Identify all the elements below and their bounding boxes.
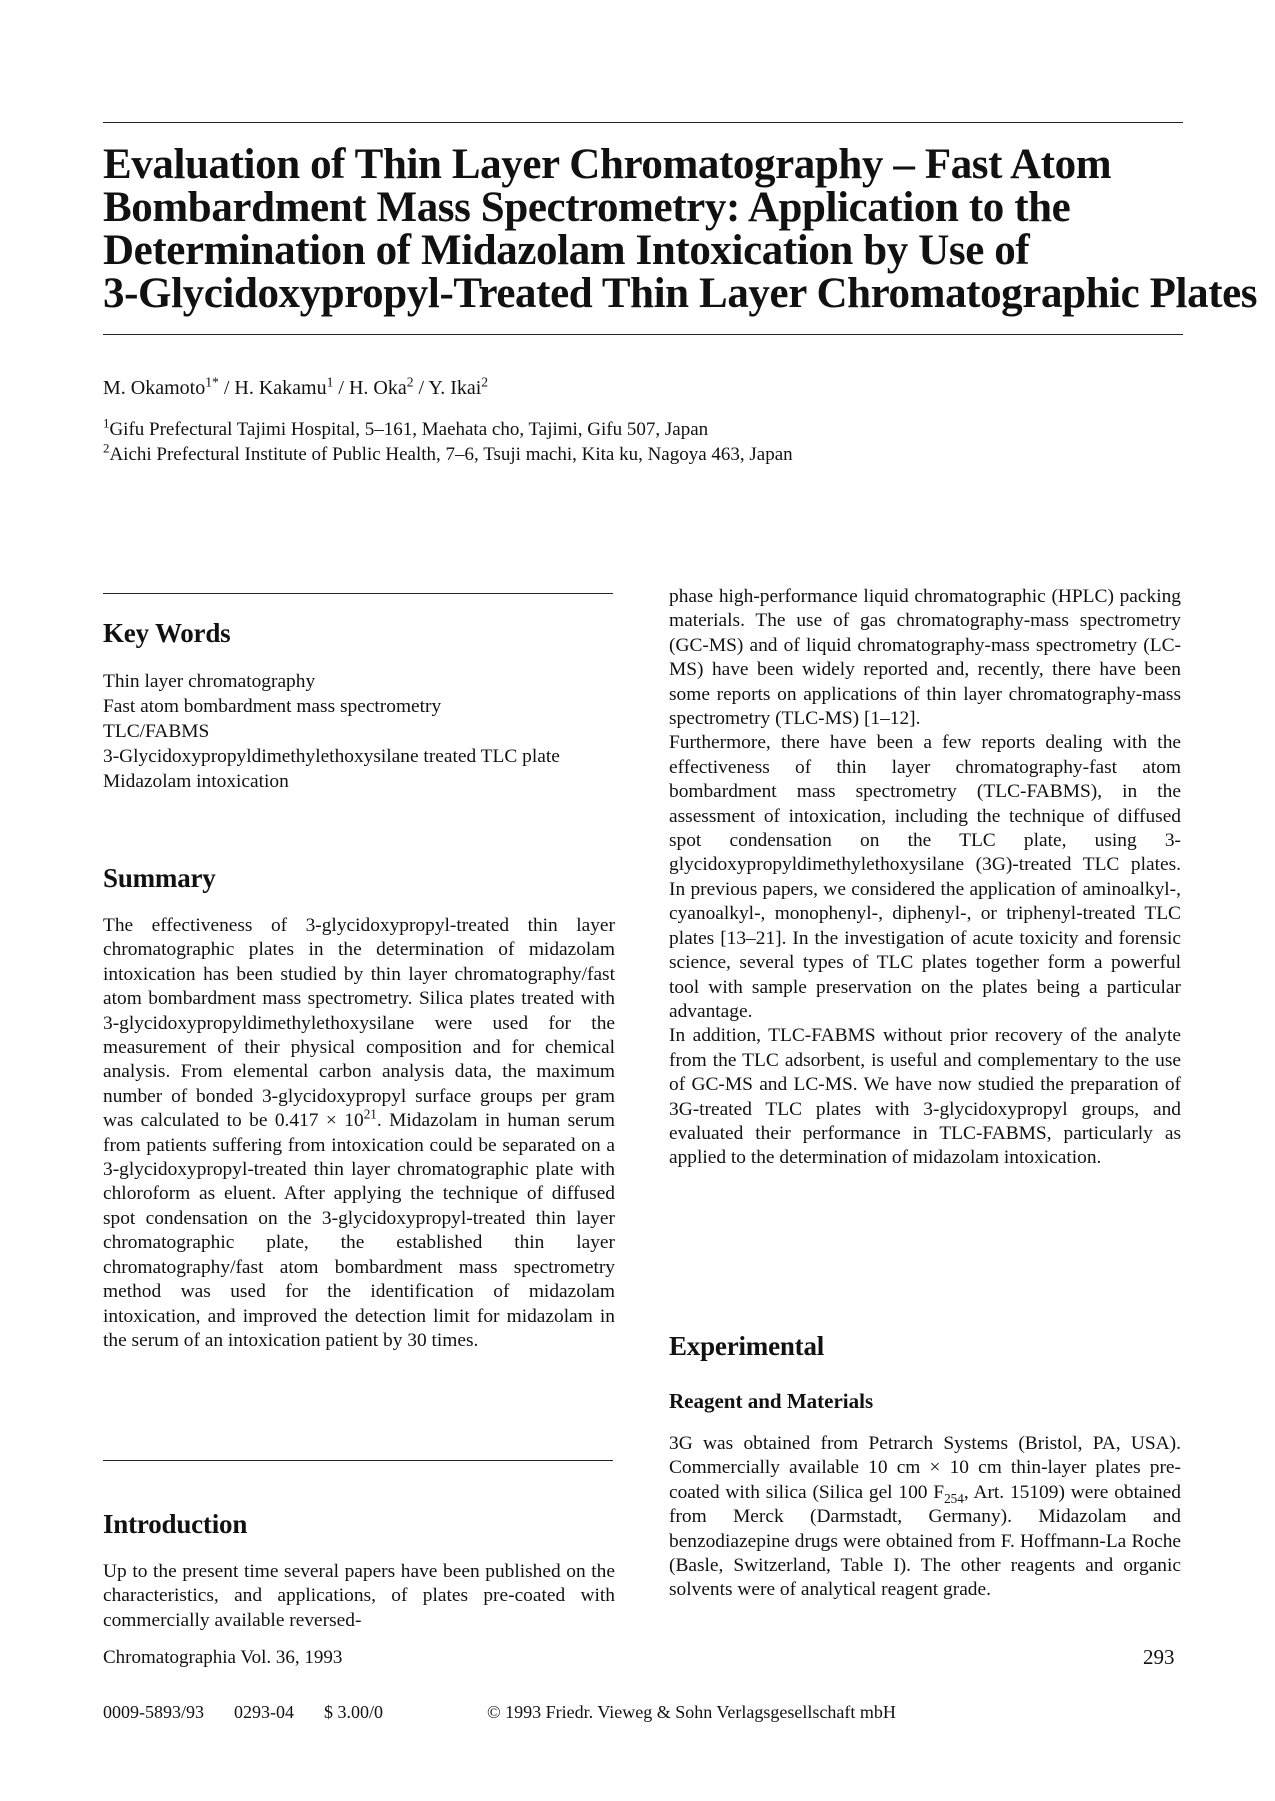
introduction-paragraph: phase high-performance liquid chromatographic (HPLC) packing materials. The use of gas chromatography-mass spectrometry (GC-MS) and of liquid chromatography-mass spectrometry (LC-MS) have been widely reported and, recently, there have been some reports on applications of thin layer chromatography-mass spectrometry (TLC-MS) [1–12]. — [669, 586, 1181, 730]
reagents-text: 3G was obtained from Petrarch Systems (Bristol, PA, USA). Commercially available 10 cm × 10 cm thin-layer plates pre-coated with silica (Silica gel 100 $F_{254}$, Art. 15109) were obtained from Merck (Darmstadt, Germany). Midazolam and benzodiazepine drugs were obtained from F. Hoffmann-La Roche (Basle, Switzerland, Table I). The other reagents and organic solvents were of analytical reagent grade. — [669, 1433, 1181, 1601]
article-code: 0293-04 — [234, 1702, 294, 1722]
author-separator: / — [218, 377, 235, 399]
title-top-rule — [103, 122, 1183, 123]
author-affiliation-mark: 1* — [205, 374, 219, 390]
author-list — [103, 375, 488, 401]
key-word: TLC/FABMS — [103, 721, 210, 742]
author-affiliation-mark: 2 — [406, 374, 414, 390]
introduction-paragraph: Furthermore, there have been a few reports dealing with the effectiveness of thin layer chromatography-fast atom bombardment mass spectrometry (TLC-FABMS), in the assessment of intoxication, including the technique of diffused spot condensation on the TLC plate, using 3-glycidoxypropyldimethylethoxysilane (3G)-treated TLC plates. In previous papers, we considered the application of aminoalkyl-, cyanoalkyl-, monophenyl-, diphenyl-, or triphenyl-treated TLC plates [13–21]. In the investigation of acute toxicity and forensic science, several types of TLC plates together form a powerful tool with sample preservation on the plates being a particular advantage. — [669, 732, 1181, 1022]
title-bottom-rule — [103, 334, 1183, 335]
page-number: 293 — [1143, 1645, 1175, 1669]
exponent: 21 — [363, 1106, 377, 1122]
key-word: Midazolam intoxication — [103, 771, 289, 792]
introduction-rule — [103, 1460, 613, 1461]
author-affiliation-mark: 2 — [481, 374, 489, 390]
key-words-section — [103, 617, 615, 794]
title-line: Evaluation of Thin Layer Chromatography – Fast Atom — [103, 141, 1112, 188]
introduction-section — [103, 1508, 615, 1633]
journal-citation: Chromatographia Vol. 36, 1993 — [103, 1647, 343, 1668]
copyright: © 1993 Friedr. Vieweg & Sohn Verlagsgesellschaft mbH — [487, 1702, 896, 1722]
introduction-heading: Introduction — [103, 1509, 248, 1539]
key-word: Thin layer chromatography — [103, 671, 316, 692]
affiliation-text: Gifu Prefectural Tajimi Hospital, 5–161, Maehata cho, Tajimi, Gifu 507, Japan — [109, 419, 709, 440]
author-affiliation-mark: 1 — [326, 374, 334, 390]
reagents-subheading: Reagent and Materials — [669, 1389, 874, 1413]
introduction-continued — [669, 585, 1181, 1171]
issn: 0009-5893/93 — [103, 1702, 204, 1722]
introduction-paragraph: Up to the present time several papers have been published on the characteristics, and applications, of plates pre-coated with commercially available reversed- — [103, 1561, 615, 1631]
price: $ 3.00/0 — [324, 1702, 384, 1722]
affiliation-mark: 2 — [103, 440, 110, 456]
author-separator: / — [333, 377, 349, 399]
experimental-heading: Experimental — [669, 1331, 825, 1361]
article-title — [103, 141, 1258, 317]
publication-codes — [103, 1702, 413, 1723]
affiliation — [103, 415, 709, 442]
author-separator: / — [413, 377, 429, 399]
title-line: Determination of Midazolam Intoxication by Use of — [103, 227, 1030, 274]
key-word: Fast atom bombardment mass spectrometry — [103, 696, 442, 717]
introduction-paragraph: In addition, TLC-FABMS without prior recovery of the analyte from the TLC adsorbent, is useful and complementary to the use of GC-MS and LC-MS. We have now studied the preparation of 3G-treated TLC plates with 3-glycidoxypropyl groups, and evaluated their performance in TLC-FABMS, particularly as applied to the determination of midazolam intoxication. — [669, 1025, 1181, 1169]
author-name: H. Oka — [348, 377, 407, 399]
experimental-section — [669, 1330, 1181, 1603]
author-name: M. Okamoto — [103, 377, 206, 399]
affiliation-text: Aichi Prefectural Institute of Public Health, 7–6, Tsuji machi, Kita ku, Nagoya 463, Japan — [109, 444, 793, 465]
key-words-heading: Key Words — [103, 618, 231, 648]
summary-section — [103, 862, 615, 1353]
key-word: 3-Glycidoxypropyldimethylethoxysilane treated TLC plate — [103, 746, 560, 767]
subscript: 254 — [944, 1490, 964, 1506]
title-line: 3-Glycidoxypropyl-Treated Thin Layer Chromatographic Plates — [103, 270, 1258, 317]
title-line: Bombardment Mass Spectrometry: Application to the — [103, 184, 1071, 231]
key-words-rule — [103, 593, 613, 594]
affiliation — [103, 440, 793, 467]
author-name: H. Kakamu — [234, 377, 327, 399]
summary-text: The effectiveness of 3-glycidoxypropyl-treated thin layer chromatographic plates in the determination of midazolam intoxication has been studied by thin layer chromatography/fast atom bombardment mass spectrometry. Silica plates treated with 3-glycidoxypropyldimethylethoxysilane were used for the measurement of their physical composition and for chemical analysis. From elemental carbon analysis data, the maximum number of bonded 3-glycidoxypropyl surface groups per gram was calculated to be $0.417 \times 10^{21}$. Midazolam in human serum from patients suffering from intoxication could be separated on a 3-glycidoxypropyl-treated thin layer chromatographic plate with chloroform as eluent. After applying the technique of diffused spot condensation on the 3-glycidoxypropyl-treated thin layer chromatographic plate, the established thin layer chromatography/fast atom bombardment mass spectrometry method was used for the identification of midazolam intoxication, and improved the detection limit for midazolam in the serum of an intoxication patient by 30 times. — [103, 915, 616, 1351]
author-name: Y. Ikai — [428, 377, 482, 399]
key-words-list — [103, 669, 615, 794]
affiliation-mark: 1 — [103, 415, 110, 431]
summary-heading: Summary — [103, 863, 216, 893]
